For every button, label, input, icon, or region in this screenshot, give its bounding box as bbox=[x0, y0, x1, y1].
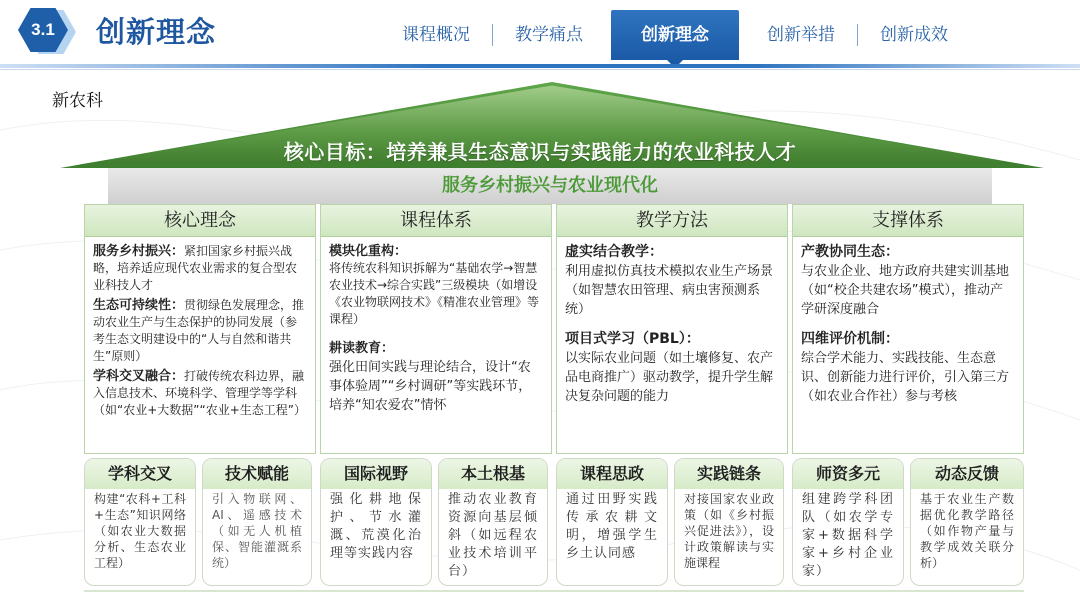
nav-tab-innovation-measures[interactable]: 创新举措 bbox=[767, 25, 835, 45]
block-text: 综合学术能力、实践技能、生态意识、创新能力进行评价，引入第三方（如农业合作社）参与考核 bbox=[801, 351, 1010, 404]
block-heading: 模块化重构： bbox=[329, 244, 408, 259]
tile-tech-empowerment bbox=[202, 458, 312, 586]
block-text: 将传统农科知识拆解为“基础农学→智慧农业技术→综合实践”三级模块（如增设《农业物联网技术》《精准农业管理》等课程） bbox=[329, 261, 540, 326]
block-heading: 虚实结合教学： bbox=[565, 244, 663, 260]
tile-local-roots bbox=[438, 458, 548, 586]
section-number: 3.1 bbox=[31, 20, 55, 39]
section-nav bbox=[380, 10, 970, 60]
pillar-content bbox=[793, 237, 1023, 413]
tile-text: 对接国家农业政策（如《乡村振兴促进法》），设计政策解读与实施课程 bbox=[684, 492, 774, 570]
pillar-title: 支撑体系 bbox=[793, 205, 1023, 237]
pillar-content bbox=[85, 237, 315, 426]
block-text: 打破传统农科边界，融入信息技术、环境科学、管理学等学科（如“农业+大数据”“农业+生态工程”） bbox=[93, 369, 306, 417]
pillar-block bbox=[565, 243, 779, 319]
header-divider bbox=[0, 64, 1080, 68]
footer-baseline bbox=[84, 590, 1024, 592]
pillar-block bbox=[93, 368, 307, 419]
pillar-content bbox=[321, 237, 551, 422]
tile-text: 通过田野实践传承农耕文明，增强学生乡土认同感 bbox=[566, 492, 658, 561]
nav-tab-teaching-pain-points[interactable]: 教学痛点 bbox=[515, 25, 583, 45]
pillar-core-concept bbox=[84, 204, 316, 454]
pillar-title: 课程体系 bbox=[321, 205, 551, 237]
pillar-block bbox=[801, 243, 1015, 319]
pillar-teaching-methods bbox=[556, 204, 788, 454]
block-text: 与农业企业、地方政府共建实训基地（如“校企共建农场”模式），推动产学研深度融合 bbox=[801, 264, 1010, 317]
subtitle-label: 新农科 bbox=[52, 91, 103, 111]
tile-title: 实践链条 bbox=[675, 459, 783, 489]
tile-title: 师资多元 bbox=[793, 459, 903, 489]
tile-text: 引入物联网、AI、遥感技术（如无人机植保、智能灌溉系统） bbox=[212, 492, 302, 570]
tile-title: 技术赋能 bbox=[203, 459, 311, 489]
block-heading: 产教协同生态： bbox=[801, 244, 899, 260]
pillar-block bbox=[93, 243, 307, 294]
tile-title: 课程思政 bbox=[557, 459, 667, 489]
tile-diverse-faculty bbox=[792, 458, 904, 586]
nav-tab-innovation-concept[interactable]: 创新理念 bbox=[611, 10, 739, 60]
nav-tab-innovation-results[interactable]: 创新成效 bbox=[880, 25, 948, 45]
tile-title: 动态反馈 bbox=[911, 459, 1023, 489]
pillar-support-system bbox=[792, 204, 1024, 454]
tile-interdisciplinary bbox=[84, 458, 196, 586]
page-title: 创新理念 bbox=[96, 15, 217, 49]
pillar-title: 核心理念 bbox=[85, 205, 315, 237]
block-heading: 生态可持续性： bbox=[93, 298, 185, 313]
tile-text: 强化耕地保护、节水灌溉、荒漠化治理等实践内容 bbox=[330, 492, 422, 561]
block-text: 紧扣国家乡村振兴战略，培养适应现代农业需求的复合型农业科技人才 bbox=[93, 244, 298, 292]
tile-global-vision bbox=[320, 458, 432, 586]
block-text: 以实际农业问题（如土壤修复、农产品电商推广）驱动教学，提升学生解决复杂问题的能力 bbox=[565, 351, 774, 404]
slide-header bbox=[0, 0, 1080, 70]
block-heading: 服务乡村振兴： bbox=[93, 244, 185, 259]
block-text: 强化田间实践与理论结合，设计“农事体验周”“乡村调研”等实践环节，培养“知农爱农”情怀 bbox=[329, 360, 532, 413]
tile-title: 本土根基 bbox=[439, 459, 547, 489]
tile-title: 学科交叉 bbox=[85, 459, 195, 489]
block-heading: 项目式学习（PBL）： bbox=[565, 331, 700, 347]
block-text: 利用虚拟仿真技术模拟农业生产场景（如智慧农田管理、病虫害预测系统） bbox=[565, 264, 774, 317]
block-text: 贯彻绿色发展理念，推动农业生产与生态保护的协同发展（参考生态文明建设中的“人与自然和谐共生”原则） bbox=[93, 298, 305, 363]
tile-text: 构建“农科+工科+生态”知识网络（如农业大数据分析、生态农业工程） bbox=[94, 492, 186, 570]
tile-text: 组建跨学科团队（如农学专家+数据科学家+乡村企业家） bbox=[802, 492, 894, 579]
pillar-block bbox=[565, 330, 779, 406]
block-heading: 学科交叉融合： bbox=[93, 369, 185, 384]
header-divider-thin bbox=[0, 69, 1080, 70]
tile-text: 推动农业教育资源向基层倾斜（如远程农业技术培训平台） bbox=[448, 492, 538, 579]
pillar-content bbox=[557, 237, 787, 413]
pillar-block bbox=[329, 243, 543, 328]
tile-practice-chain bbox=[674, 458, 784, 586]
nav-tab-course-overview[interactable]: 课程概况 bbox=[402, 25, 470, 45]
pillar-block bbox=[329, 339, 543, 415]
service-band-text: 服务乡村振兴与农业现代化 bbox=[442, 175, 658, 196]
pillar-block bbox=[801, 330, 1015, 406]
tile-ideological-education bbox=[556, 458, 668, 586]
tile-dynamic-feedback bbox=[910, 458, 1024, 586]
core-goal-text: 核心目标：培养兼具生态意识与实践能力的农业科技人才 bbox=[283, 140, 797, 164]
tile-text: 基于农业生产数据优化教学路径（如作物产量与教学成效关联分析） bbox=[920, 492, 1014, 570]
tile-title: 国际视野 bbox=[321, 459, 431, 489]
pillar-block bbox=[93, 297, 307, 365]
section-number-badge bbox=[18, 8, 74, 52]
block-heading: 耕读教育： bbox=[329, 341, 395, 356]
pillar-curriculum-system bbox=[320, 204, 552, 454]
pillar-title: 教学方法 bbox=[557, 205, 787, 237]
block-heading: 四维评价机制： bbox=[801, 331, 899, 347]
